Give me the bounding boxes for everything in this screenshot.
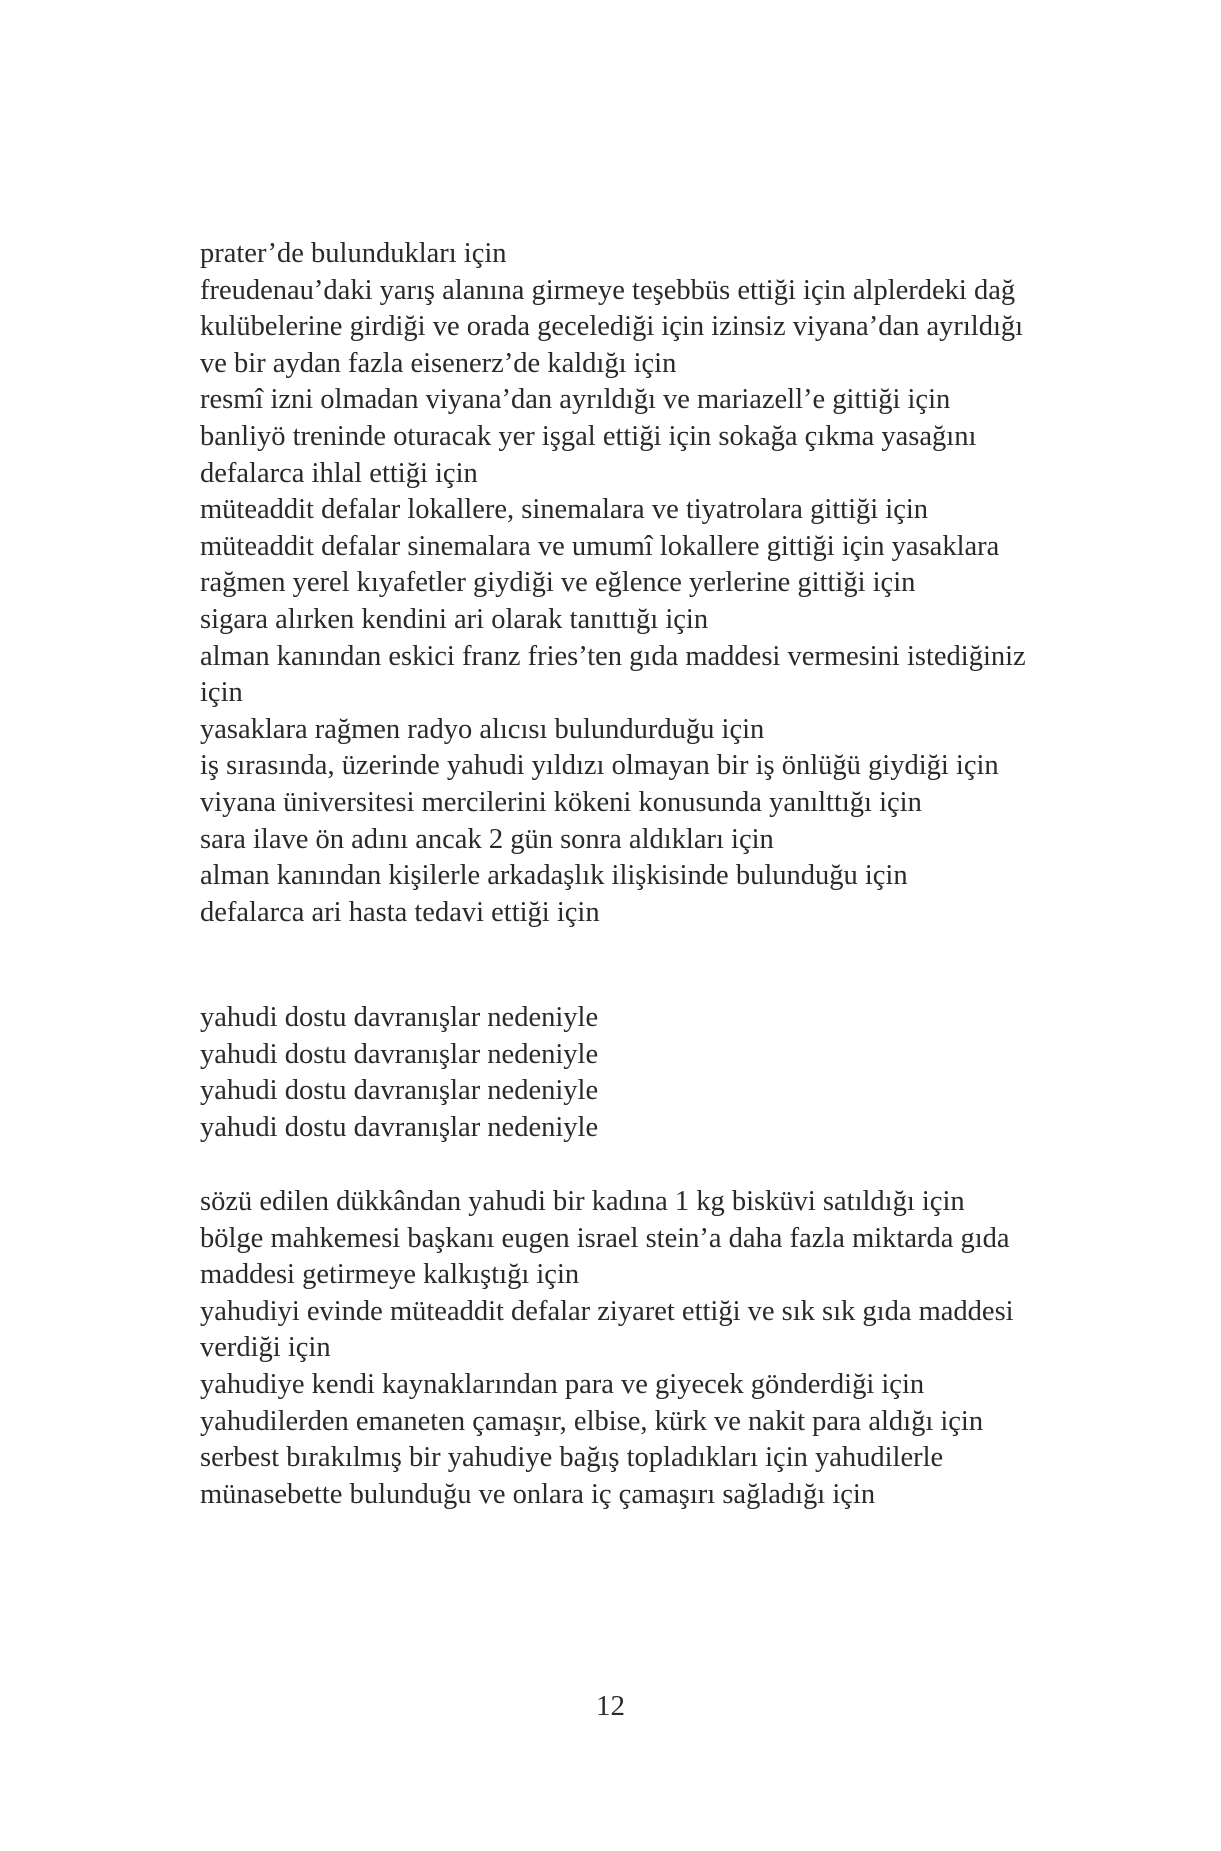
paragraph-line: resmî izni olmadan viyana’dan ayrıldığı ve mariazell’e gittiği için banliyö treninde oturacak yer işgal ettiği için sokağa çıkma yasağını defalarca ihlal ettiği için (200, 384, 977, 489)
paragraph-line: bölge mahkemesi başkanı eugen israel stein’a daha fazla miktarda gıda maddesi getirmeye kalkıştığı için (200, 1222, 1010, 1291)
paragraph-line: serbest bırakılmış bir yahudiye bağış topladıkları için yahudilerle münasebette bulunduğu ve onlara iç çamaşırı sağladığı için (200, 1442, 944, 1510)
repeated-line: yahudi dostu davranışlar nedeniyle (200, 1111, 599, 1143)
paragraph-line: alman kanından kişilerle arkadaşlık ilişkisinde bulunduğu için (200, 860, 908, 892)
text-block-repeated (200, 1000, 1037, 1146)
paragraph-line: iş sırasında, üzerinde yahudi yıldızı olmayan bir iş önlüğü giydiği için (200, 750, 999, 782)
paragraph-line: müteaddit defalar sinemalara ve umumî lokallere gittiği için yasaklara rağmen yerel kıyafetler giydiği ve eğlence yerlerine gittiği için (200, 530, 1000, 599)
paragraph-line: sara ilave ön adını ancak 2 gün sonra aldıkları için (200, 823, 774, 855)
paragraph-line: sigara alırken kendini ari olarak tanıttığı için (200, 603, 709, 635)
paragraph-line: müteaddit defalar lokallere, sinemalara ve tiyatrolara gittiği için (200, 494, 929, 526)
paragraph-line: viyana üniversitesi mercilerini kökeni konusunda yanılttığı için (200, 786, 922, 818)
repeated-line: yahudi dostu davranışlar nedeniyle (200, 1075, 599, 1107)
paragraph-line: yahudilerden emaneten çamaşır, elbise, kürk ve nakit para aldığı için (200, 1405, 984, 1437)
paragraph-line: defalarca ari hasta tedavi ettiği için (200, 896, 600, 928)
paragraph-line: yahudiye kendi kaynaklarından para ve giyecek gönderdiği için (200, 1368, 925, 1400)
paragraph-line: prater’de bulundukları için (200, 238, 507, 269)
text-block-charges-2 (200, 1184, 1037, 1513)
paragraph-line: yahudiyi evinde müteaddit defalar ziyaret ettiği ve sık sık gıda maddesi verdiği için (200, 1295, 1014, 1364)
text-block-charges (200, 236, 1037, 931)
paragraph-line: sözü edilen dükkândan yahudi bir kadına 1 kg bisküvi satıldığı için (200, 1186, 965, 1217)
paragraph-line: yasaklara rağmen radyo alıcısı bulundurduğu için (200, 713, 765, 745)
paragraph-line: freudenau’daki yarış alanına girmeye teşebbüs ettiği için alplerdeki dağ kulübelerine girdiği ve orada gecelediği için izinsiz viyana’dan ayrıldığı ve bir aydan fazla eisenerz’de kaldığı için (200, 274, 1024, 379)
paragraph-line: alman kanından eskici franz fries’ten gıda maddesi vermesini istediğiniz için (200, 640, 1026, 709)
repeated-line: yahudi dostu davranışlar nedeniyle (200, 1002, 599, 1033)
page-number: 12 (596, 1690, 625, 1722)
repeated-line: yahudi dostu davranışlar nedeniyle (200, 1038, 599, 1070)
